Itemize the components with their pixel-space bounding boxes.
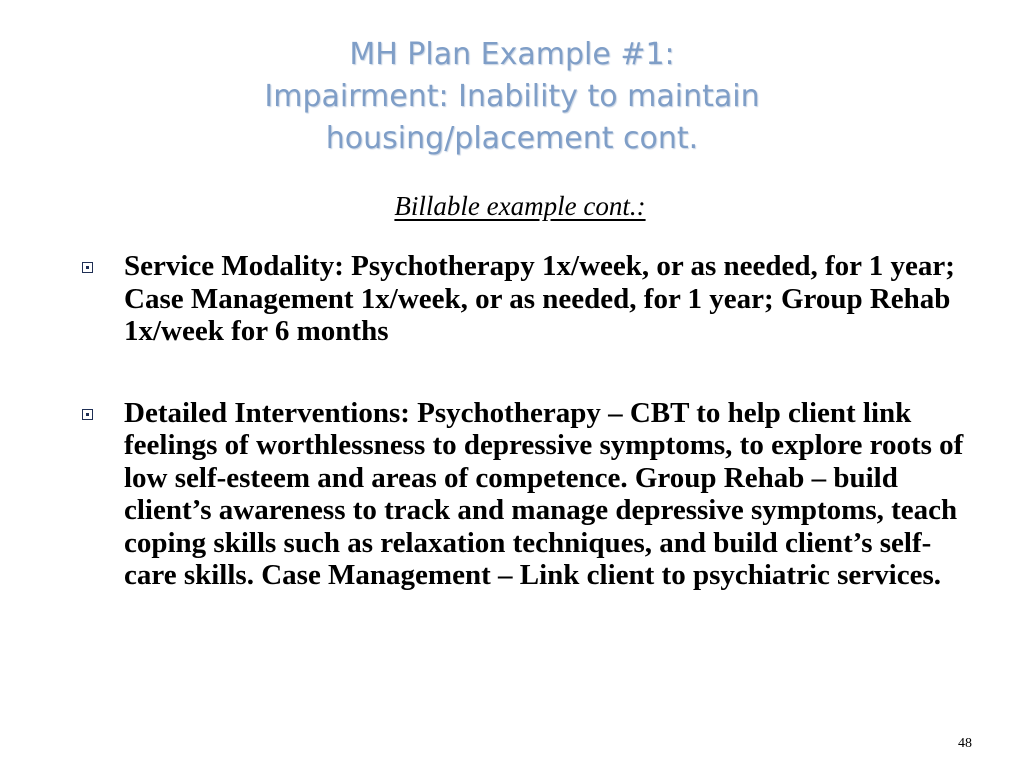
bullet-list [0,250,1024,592]
bullet-text: Detailed Interventions: Psychotherapy – CBT to help client link feelings of worthlessness to depressive symptoms, to explore roots of low self-esteem and areas of competence. Group Rehab – build client’s awareness to track and manage depressive symptoms, teach coping skills such as relaxation techniques, and build client’s self-care skills. Case Management – Link client to psychiatric services. [124,396,964,591]
bullet-item-service-modality [0,250,969,348]
square-bullet-icon [82,262,93,273]
bullet-text: Service Modality: Psychotherapy 1x/week, or as needed, for 1 year; Case Management 1x/week, or as needed, for 1 year; Group Rehab 1x/week for 6 months [124,250,955,347]
title-line-3: housing/placement cont. [325,121,699,156]
title-line-1: MH Plan Example #1: [349,37,675,72]
bullet-item-detailed-interventions [0,397,969,592]
slide-title [100,34,924,160]
title-line-2: Impairment: Inability to maintain [264,79,760,114]
page-number: 48 [958,736,972,751]
square-bullet-icon [82,409,93,420]
slide-subtitle: Billable example cont.: [394,191,646,221]
